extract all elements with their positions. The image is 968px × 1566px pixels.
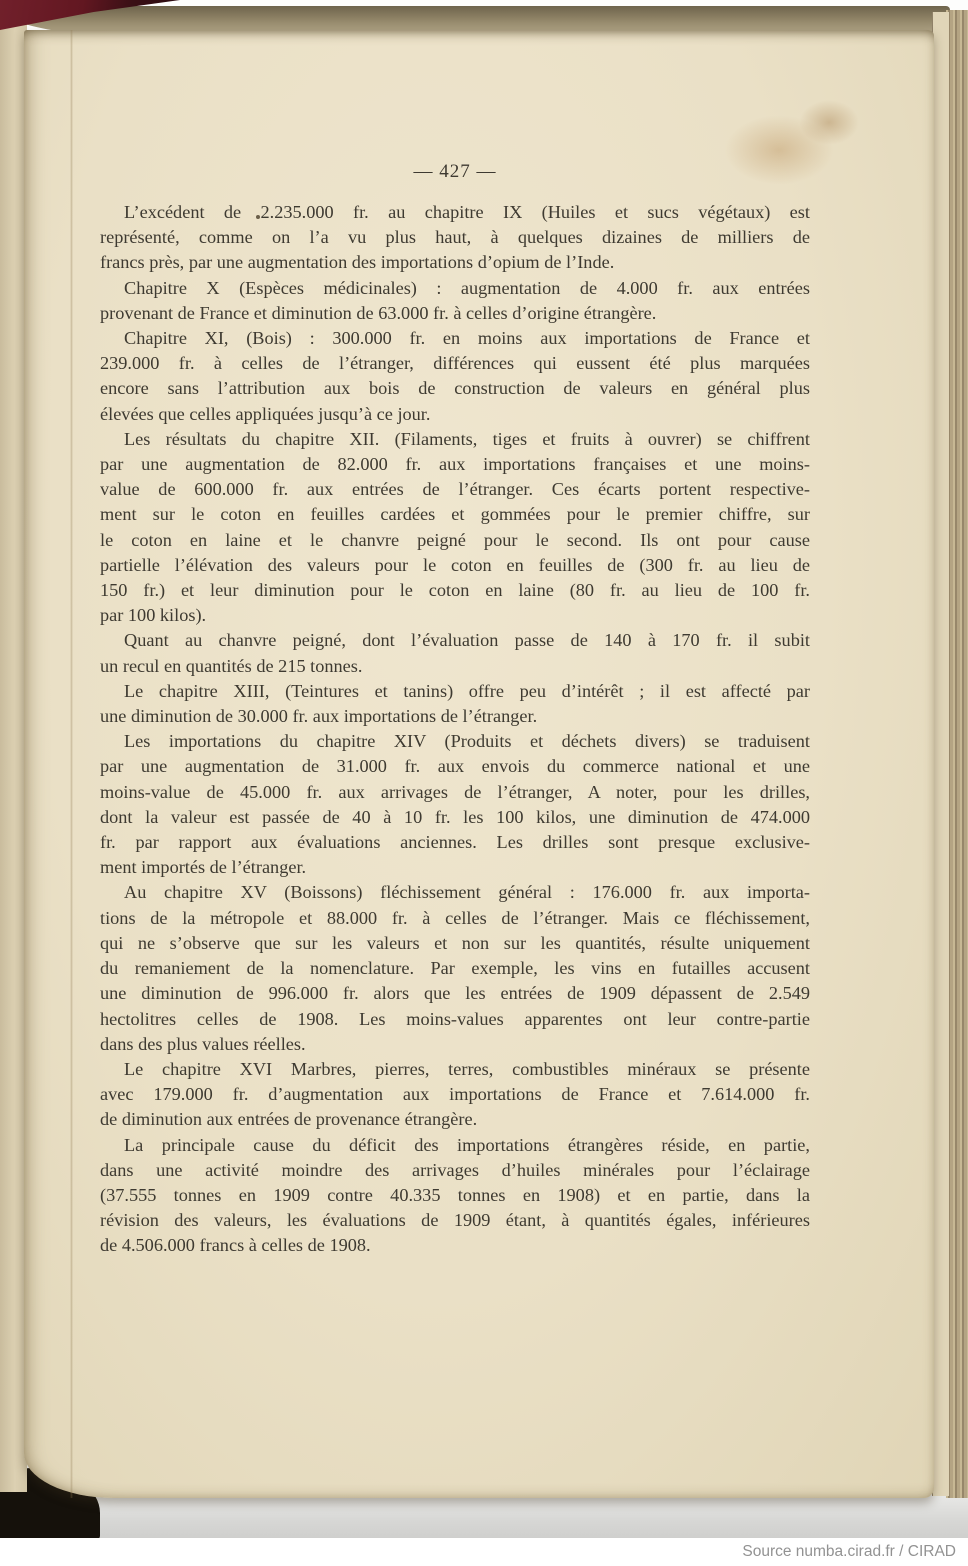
text-line: dont la valeur est passée de 40 à 10 fr. les 100 kilos, une diminution de 474.000 — [100, 806, 810, 827]
text-line: 239.000 fr. à celles de l’étranger, différences qui eussent été plus marquées — [100, 353, 810, 374]
page-text — [100, 200, 810, 1259]
text-line: avec 179.000 fr. d’augmentation aux importations de France et 7.614.000 fr. — [100, 1084, 810, 1105]
next-page-edge — [932, 12, 949, 1496]
text-line: de 4.506.000 francs à celles de 1908. — [100, 1235, 371, 1256]
text-line: provenant de France et diminution de 63.000 fr. à celles d’origine étrangère. — [100, 302, 657, 323]
text-line: Le chapitre XIII, (Teintures et tanins) offre peu d’intérêt ; il est affecté par — [124, 680, 810, 701]
text-line: Les importations du chapitre XIV (Produits et déchets divers) se traduisent — [124, 731, 810, 752]
paragraph-4 — [100, 427, 810, 629]
text-line: dans une activité moindre des arrivages d’huiles minérales pour l’éclairage — [100, 1159, 810, 1180]
text-line: de diminution aux entrées de provenance étrangère. — [100, 1109, 478, 1130]
text-line: ment importés de l’étranger. — [100, 857, 307, 878]
text-line: par 100 kilos). — [100, 605, 207, 626]
paragraph-6 — [100, 679, 810, 729]
footer-bar — [0, 1538, 968, 1566]
text-line: le coton en laine et le chanvre peigné pour le second. Ils ont pour cause — [100, 529, 810, 550]
page-number: — 427 — — [413, 161, 497, 182]
text-line: partielle l’élévation des valeurs pour le coton en feuilles de (300 fr. au lieu de — [100, 554, 810, 575]
text-line: Le chapitre XVI Marbres, pierres, terres, combustibles minéraux se présente — [124, 1058, 810, 1079]
text-line: hectolitres celles de 1908. Les moins-values apparentes ont leur contre-partie — [100, 1008, 810, 1029]
paragraph-1 — [100, 200, 810, 276]
text-line: Chapitre XI, (Bois) : 300.000 fr. en moins aux importations de France et — [124, 328, 810, 349]
page-stain — [799, 100, 859, 145]
text-line: moins-value de 45.000 fr. aux arrivages de l’étranger, A noter, pour les drilles, — [100, 781, 810, 802]
page-right-edges — [946, 10, 968, 1498]
text-line: Quant au chanvre peigné, dont l’évaluation passe de 140 à 170 fr. il subit — [124, 630, 810, 651]
source-attribution: Source numba.cirad.fr / CIRAD — [742, 1543, 956, 1560]
text-line: dans des plus values réelles. — [100, 1033, 306, 1054]
paragraph-9 — [100, 1057, 810, 1133]
paragraph-8 — [100, 880, 810, 1056]
text-line: Les résultats du chapitre XII. (Filaments, tiges et fruits à ouvrer) se chiffrent — [124, 428, 810, 449]
paragraph-3 — [100, 326, 810, 427]
text-line: value de 600.000 fr. aux entrées de l’étranger. Ces écarts portent respective- — [100, 479, 810, 500]
text-line: ment sur le coton en feuilles cardées et gommées pour le premier chiffre, sur — [100, 504, 810, 525]
text-line: une diminution de 30.000 fr. aux importations de l’étranger. — [100, 706, 538, 727]
text-line: La principale cause du déficit des importations étrangères réside, en partie, — [124, 1134, 810, 1155]
text-line: qui ne s’observe que sur les valeurs et non sur les quantités, résulte uniquement — [100, 932, 810, 953]
text-line: 150 fr.) et leur diminution pour le coton en laine (80 fr. au lieu de 100 fr. — [100, 580, 810, 601]
text-line: un recul en quantités de 215 tonnes. — [100, 655, 363, 676]
text-line: Au chapitre XV (Boissons) fléchissement général : 176.000 fr. aux importa- — [124, 882, 810, 903]
text-line: représenté, comme on l’a vu plus haut, à quelques dizaines de milliers de — [100, 227, 810, 248]
paragraph-10 — [100, 1133, 810, 1259]
text-line: par une augmentation de 82.000 fr. aux importations françaises et une moins- — [100, 454, 810, 475]
text-line: (37.555 tonnes en 1909 contre 40.335 tonnes en 1908) et en partie, dans la — [100, 1184, 810, 1205]
text-line: révision des valeurs, les évaluations de 1909 étant, à quantités égales, inférieures — [100, 1210, 810, 1231]
text-line: Chapitre X (Espèces médicinales) : augmentation de 4.000 fr. aux entrées — [124, 277, 810, 298]
gutter-page-edge — [0, 6, 27, 1492]
book-page — [24, 30, 934, 1498]
text-line: élevées que celles appliquées jusqu’à ce jour. — [100, 403, 431, 424]
paragraph-7 — [100, 729, 810, 880]
text-line: francs près, par une augmentation des importations d’opium de l’Inde. — [100, 252, 615, 273]
text-line: fr. par rapport aux évaluations anciennes. Les drilles sont presque exclusive- — [100, 832, 810, 853]
text-line: tions de la métropole et 88.000 fr. à celles de l’étranger. Mais ce fléchissement, — [100, 907, 810, 928]
text-line: du remaniement de la nomenclature. Par exemple, les vins en futailles accusent — [100, 958, 810, 979]
text-line: une diminution de 996.000 fr. alors que les entrées de 1909 dépassent de 2.549 — [100, 983, 810, 1004]
paragraph-2 — [100, 276, 810, 326]
paragraph-5 — [100, 628, 810, 678]
gutter-crease — [70, 30, 73, 1498]
text-line: encore sans l’attribution aux bois de construction de valeurs en général plus — [100, 378, 810, 399]
text-line: par une augmentation de 31.000 fr. aux envois du commerce national et une — [100, 756, 810, 777]
text-line: L’excédent de 2.235.000 fr. au chapitre IX (Huiles et sucs végétaux) est — [124, 202, 810, 222]
